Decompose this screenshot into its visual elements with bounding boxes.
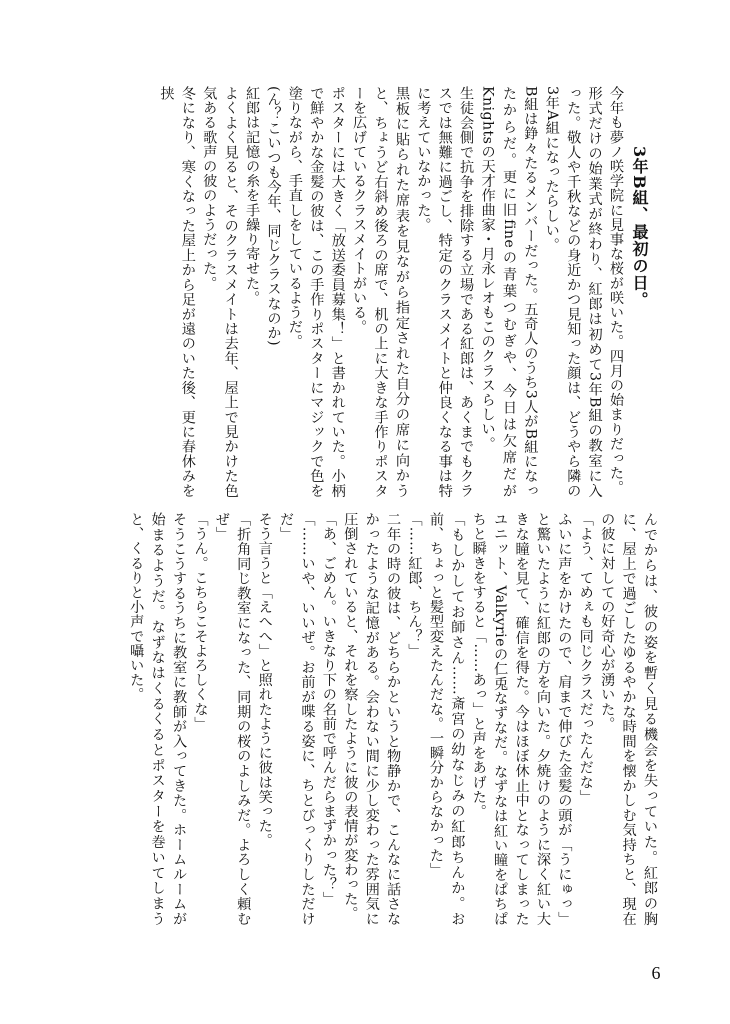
lower-text-block — [104, 512, 660, 926]
paragraph: B組は錚々たるメンバーだった。五奇人のうち3人がB組になったからだ。更に旧fineの青葉つむぎや、今日は欠席だがKnightsの天才作曲家・月永レオもこのクラスらしい。 — [479, 86, 539, 498]
paragraph: よくよく見ると、そのクラスメイトは去年、屋上で見かけた色気ある歌声の彼のようだった。 — [201, 86, 239, 498]
paragraph: 黒板に貼られた席表を見ながら指定された自分の席に向かうと、ちょうど右斜め後ろの席で、机の上に大きな手作りポスターを広げているクラスメイトがいる。 — [351, 86, 410, 498]
paragraph: 「うん。こちらこそよろしくな」 — [192, 512, 209, 731]
paragraph: そうこうするうちに教室に教師が入ってきた。ホームルームが始まるようだ。なずなはくるくるとポスターを巻いてしまうと、くるりと小声で囁いた。 — [128, 512, 188, 926]
paragraph: 「……紅郎、ちん？」 — [406, 512, 423, 658]
upper-text-block — [112, 86, 626, 498]
paragraph: 「折角同じ教室になった、同期の桜のよしみだ。よろしく頼むぜ」 — [213, 512, 252, 926]
paragraph: 冬になり、寒くなった屋上から足が遠のいた後、更に春休みを挟 — [158, 86, 196, 498]
chapter-title: 3年B組、最初の日。 — [630, 146, 649, 309]
page-number: 6 — [651, 963, 661, 983]
paragraph: ポスターには大きく「放送委員募集！」と書かれていた。小柄で鮮やかな金髪の彼は、この手作りポスターにマジックで色を塗りながら、手直しをしているようだ。 — [286, 86, 346, 498]
paragraph: 形式だけの始業式が終わり、紅郎は初めて3年B組の教室に入った。敬人や千秋などの身近かつ見知った顔は、どうやら隣の3年A組になったらしい。 — [543, 86, 603, 498]
paragraph: 生徒会側で抗争を排除する立場である紅郎は、あくまでもクラスでは無難に過ごし、特定のクラスメイトと仲良くなる事は特に考えていなかった。 — [415, 86, 475, 498]
paragraph: 「よう、てめぇも同じクラスだったんだな」 — [577, 512, 594, 804]
paragraph: (ん？こいつも今年、同じクラスなのか) — [265, 86, 282, 347]
paragraph: そう言うと「えへへ」と照れたように彼は笑った。 — [256, 512, 273, 848]
paragraph: 二年の時の彼は、どちらかというと物静かで、こんなに話さなかったような記憶がある。会わない間に少し変わった雰囲気に圧倒されていると、それを察したように彼の表情が変わった。 — [342, 512, 402, 926]
paragraph: 紅郎は記憶の糸を手繰り寄せた。 — [244, 86, 261, 305]
paragraph: 「もしかしてお師さん……斎宮の幼なじみの紅郎ちんか。お前、ちょっと髪型変えたんだな。一瞬分からなかった」 — [427, 512, 466, 926]
paragraph: 「……いや、いいぜ。お前が喋る姿に、ちとびっくりしただけだ」 — [278, 512, 316, 926]
paragraph: 今年も夢ノ咲学院に見事な桜が咲いた。四月の始まりだった。 — [608, 86, 624, 495]
paragraph: ふいに声をかけたので、肩まで伸びた金髪の頭が「うにゅっ」と驚いたように紅郎の方を向いた。夕焼けのように深く紅い大きな瞳を見て、確信を得た。今はほぼ休止中となってしまったユニット、Valkyrieの仁兎なずなだ。なずなは紅い瞳をぱちぱちと瞬きをすると「……あっ」と声をあげた。 — [470, 512, 573, 926]
paragraph: 「あ、ごめん。いきなり下の名前で呼んだらまずかった？」 — [320, 512, 337, 907]
paragraph: んでからは、彼の姿を暫く見る機会を失っていた。紅郎の胸に、屋上で過ごしたゆるやかな時間を懐かしむ気持ちと、現在の彼に対しての好奇心が湧いた。 — [599, 512, 658, 926]
